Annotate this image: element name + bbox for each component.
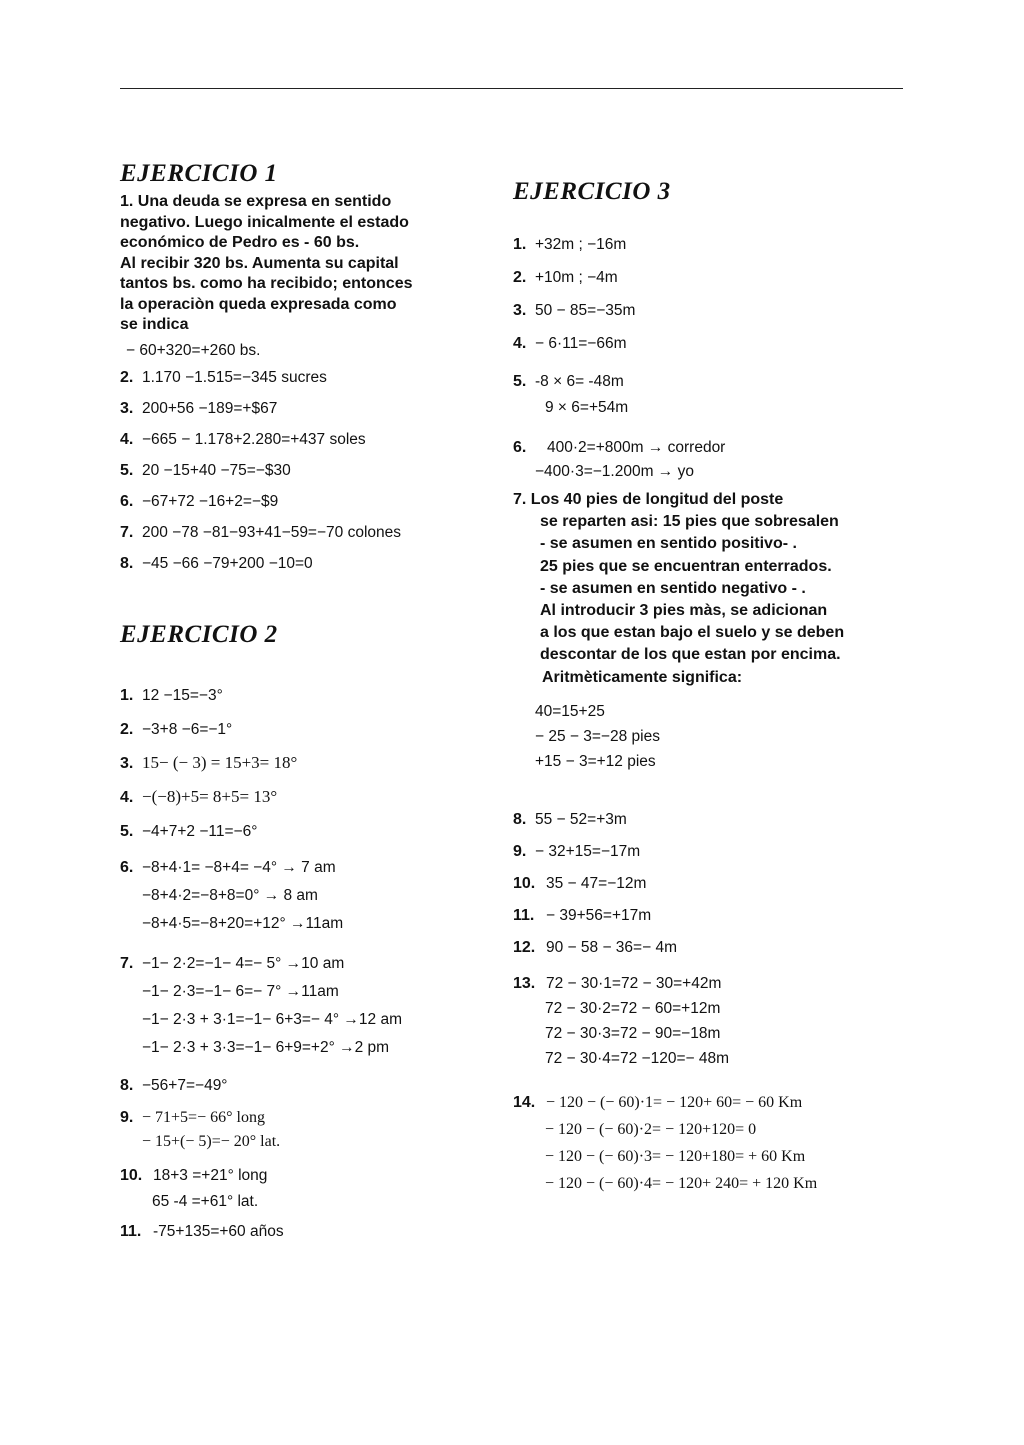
ej3-item-6: 6. 400·2=+800m → corredor xyxy=(513,439,726,456)
ej2-item-9-line: − 15+(− 5)=− 20° lat. xyxy=(142,1132,281,1150)
ej1-item: 2. 1.170 −1.515=−345 sucres xyxy=(120,368,327,386)
intro-line: la operaciòn queda expresada como xyxy=(120,295,397,313)
p7-line: Al introducir 3 pies màs, se adicionan xyxy=(540,602,828,620)
intro-line: tantos bs. como ha recibido; entonces xyxy=(120,275,413,292)
ej2-item-4: 4. −(−8)+5= 8+5= 13° xyxy=(120,786,278,806)
ej2-item-7-line: −1− 2·3 + 3·3=−1− 6+9=+2° →2 pm xyxy=(142,1038,390,1056)
intro-line: Al recibir 320 bs. Aumenta su capital xyxy=(120,254,399,272)
intro-line: 1. Una deuda se expresa en sentido xyxy=(120,193,392,210)
ej3-item-14-line: − 120 − (− 60)·3= − 120+180= + 60 Km xyxy=(545,1147,806,1165)
ejercicio-1-intro xyxy=(120,192,470,336)
p7-line: 7. Los 40 pies de longitud del poste xyxy=(513,491,784,508)
ej3-item: 2. +10m ; −4m xyxy=(513,269,618,286)
ej3-item-14-line: − 120 − (− 60)·2= − 120+120= 0 xyxy=(545,1120,757,1138)
ej3-item-7-text xyxy=(513,489,913,689)
ej3-item: 8. 55 − 52=+3m xyxy=(513,810,627,828)
ej3-item: 4. − 6·11=−66m xyxy=(513,335,627,352)
intro-line: se indica xyxy=(120,316,189,333)
p7-line: a los que estan bajo el suelo y se deben xyxy=(540,624,845,642)
ej2-item-10-line: 65 -4 =+61° lat. xyxy=(152,1192,259,1210)
ej3-item-14-line: − 120 − (− 60)·4= − 120+ 240= + 120 Km xyxy=(545,1174,818,1192)
ej1-item: 7. 200 −78 −81−93+41−59=−70 colones xyxy=(120,523,402,541)
ej1-item: 5. 20 −15+40 −75=−$30 xyxy=(120,461,291,479)
p7-line: se reparten asi: 15 pies que sobresalen xyxy=(540,513,839,531)
ej2-item-6-line: −8+4·5=−8+20=+12° →11am xyxy=(142,914,344,932)
ej2-item-11: 11. -75+135=+60 años xyxy=(120,1222,284,1240)
ej3-item-13-line: 72 − 30·3=72 − 90=−18m xyxy=(545,1024,721,1042)
ej2-item-8: 8. −56+7=−49° xyxy=(120,1076,228,1094)
ej2-item-5: 5. −4+7+2 −11=−6° xyxy=(120,822,258,840)
ej3-item: 12. 90 − 58 − 36=− 4m xyxy=(513,938,677,956)
ej2-item-1: 1. 12 −15=−3° xyxy=(120,686,223,704)
ej3-item-5: 5. -8 × 6= -48m xyxy=(513,373,624,390)
p7-line: Aritmèticamente significa: xyxy=(542,668,743,686)
header-rule xyxy=(120,88,903,89)
ej3-item-7-eq: +15 − 3=+12 pies xyxy=(535,752,656,770)
ej2-item-6: 6. −8+4·1= −8+4= −4° → 7 am xyxy=(120,858,336,876)
ej3-item: 3. 50 − 85=−35m xyxy=(513,302,636,319)
ej3-item-6-line: −400·3=−1.200m → yo xyxy=(535,463,694,480)
p7-line: - se asumen en sentido negativo - . xyxy=(540,579,806,597)
ej2-item-6-line: −8+4·2=−8+8=0° → 8 am xyxy=(142,886,318,904)
p7-line: descontar de los que estan por encima. xyxy=(540,646,841,664)
ej2-item-3: 3. 15− (− 3) = 15+3= 18° xyxy=(120,752,298,772)
ej3-item-14: 14. − 120 − (− 60)·1= − 120+ 60= − 60 Km xyxy=(513,1093,803,1111)
right-column xyxy=(513,178,913,1193)
ej3-item-7-eq: − 25 − 3=−28 pies xyxy=(535,727,660,745)
p7-line: 25 pies que se encuentran enterrados. xyxy=(540,557,832,575)
ej3-item-13: 13. 72 − 30·1=72 − 30=+42m xyxy=(513,974,722,992)
ej2-item-7-line: −1− 2·3 + 3·1=−1− 6+3=− 4° →12 am xyxy=(142,1010,402,1028)
ej1-item: 6. −67+72 −16+2=−$9 xyxy=(120,492,279,510)
ej3-item: 1. +32m ; −16m xyxy=(513,236,627,253)
ej2-item-9: 9. − 71+5=− 66° long xyxy=(120,1108,265,1126)
ej3-item-13-line: 72 − 30·4=72 −120=− 48m xyxy=(545,1049,730,1067)
ej2-item-2: 2. −3+8 −6=−1° xyxy=(120,720,233,738)
ej3-item: 10. 35 − 47=−12m xyxy=(513,874,647,892)
ejercicio-3-title: EJERCICIO 3 xyxy=(513,178,671,205)
ej1-item: 8. −45 −66 −79+200 −10=0 xyxy=(120,554,313,572)
ej2-item-7: 7. −1− 2·2=−1− 4=− 5° →10 am xyxy=(120,954,345,972)
ej1-item: 3. 200+56 −189=+$67 xyxy=(120,399,278,417)
ejercicio-1-title: EJERCICIO 1 xyxy=(120,160,278,187)
ej2-item-10: 10. 18+3 =+21° long xyxy=(120,1166,268,1184)
ej1-equation-1: − 60+320=+260 bs. xyxy=(126,341,261,359)
ej3-item: 9. − 32+15=−17m xyxy=(513,842,641,860)
left-column xyxy=(120,160,470,1241)
ej3-item-5-line: 9 × 6=+54m xyxy=(545,399,629,416)
ej3-item-13-line: 72 − 30·2=72 − 60=+12m xyxy=(545,999,721,1017)
intro-line: económico de Pedro es - 60 bs. xyxy=(120,234,360,251)
p7-line: - se asumen en sentido positivo- . xyxy=(540,535,797,553)
intro-line: negativo. Luego inicalmente el estado xyxy=(120,213,409,231)
ej3-item: 11. − 39+56=+17m xyxy=(513,906,652,924)
ejercicio-2-title: EJERCICIO 2 xyxy=(120,620,278,648)
ej1-item: 4. −665 − 1.178+2.280=+437 soles xyxy=(120,430,366,448)
ej2-item-7-line: −1− 2·3=−1− 6=− 7° →11am xyxy=(142,982,339,1000)
ej3-item-7-eq: 40=15+25 xyxy=(535,702,605,720)
